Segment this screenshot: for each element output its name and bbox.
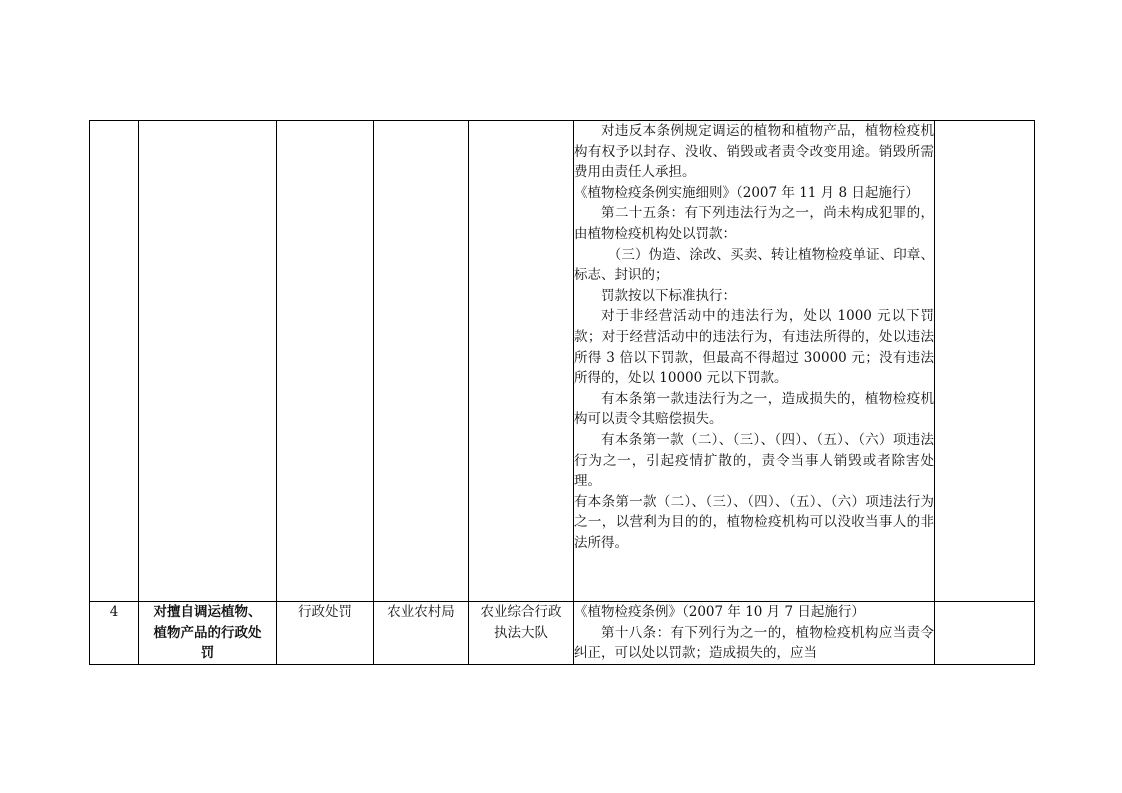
table-row: [90, 602, 1035, 665]
department-cell: [374, 121, 469, 602]
unit-cell: 农业综合行政执法大队: [469, 602, 574, 665]
basis-paragraph: 《植物检疫条例》（2007 年 10 月 7 日起施行）: [574, 604, 865, 620]
basis-paragraph: 有本条第一款（二）、（三）、（四）、（五）、（六）项违法行为之一，引起疫情扩散的，责令当事人销毁或者除害处理。: [574, 431, 934, 490]
legal-basis-cell: [574, 121, 935, 602]
item-name-cell: [139, 121, 277, 602]
basis-paragraph: 有本条第一款违法行为之一，造成损失的，植物检疫机构可以责令其赔偿损失。: [574, 390, 934, 428]
basis-paragraph: 对违反本条例规定调运的植物和植物产品，植物检疫机构有权予以封存、没收、销毁或者责令改变用途。销毁所需费用由责任人承担。: [574, 123, 934, 181]
basis-paragraph: 对于非经营活动中的违法行为，处以 1000 元以下罚款；对于经营活动中的违法行为，有违法所得的，处以违法所得 3 倍以下罚款，但最高不得超过 30000 元；没有违法所得的，处以 10000 元以下罚款。: [574, 308, 934, 387]
category-cell: 行政处罚: [277, 602, 374, 665]
number-cell: 4: [90, 602, 139, 665]
basis-paragraph: （三）伪造、涂改、买卖、转让植物检疫单证、印章、标志、封识的；: [574, 246, 934, 284]
category-cell: [277, 121, 374, 602]
basis-paragraph: 第十八条：有下列行为之一的，植物检疫机构应当责令纠正，可以处以罚款；造成损失的，应当: [574, 624, 934, 662]
basis-paragraph: 罚款按以下标准执行：: [601, 287, 736, 304]
legal-basis-cell: [574, 602, 935, 665]
item-name-cell: 对擅自调运植物、植物产品的行政处罚: [139, 602, 277, 665]
number-cell: [90, 121, 139, 602]
table-row: [90, 121, 1035, 602]
power-list-table: [89, 120, 1035, 665]
basis-paragraph: 《植物检疫条例实施细则》（2007 年 11 月 8 日起施行）: [574, 184, 919, 201]
remark-cell: [935, 602, 1035, 665]
basis-paragraph: 有本条第一款（二）、（三）、（四）、（五）、（六）项违法行为之一，以营利为目的的，植物检疫机构可以没收当事人的非法所得。: [574, 493, 934, 551]
remark-cell: [935, 121, 1035, 602]
unit-cell: [469, 121, 574, 602]
department-cell: 农业农村局: [374, 602, 469, 665]
basis-paragraph: 第二十五条：有下列违法行为之一，尚未构成犯罪的，由植物检疫机构处以罚款：: [574, 205, 934, 242]
